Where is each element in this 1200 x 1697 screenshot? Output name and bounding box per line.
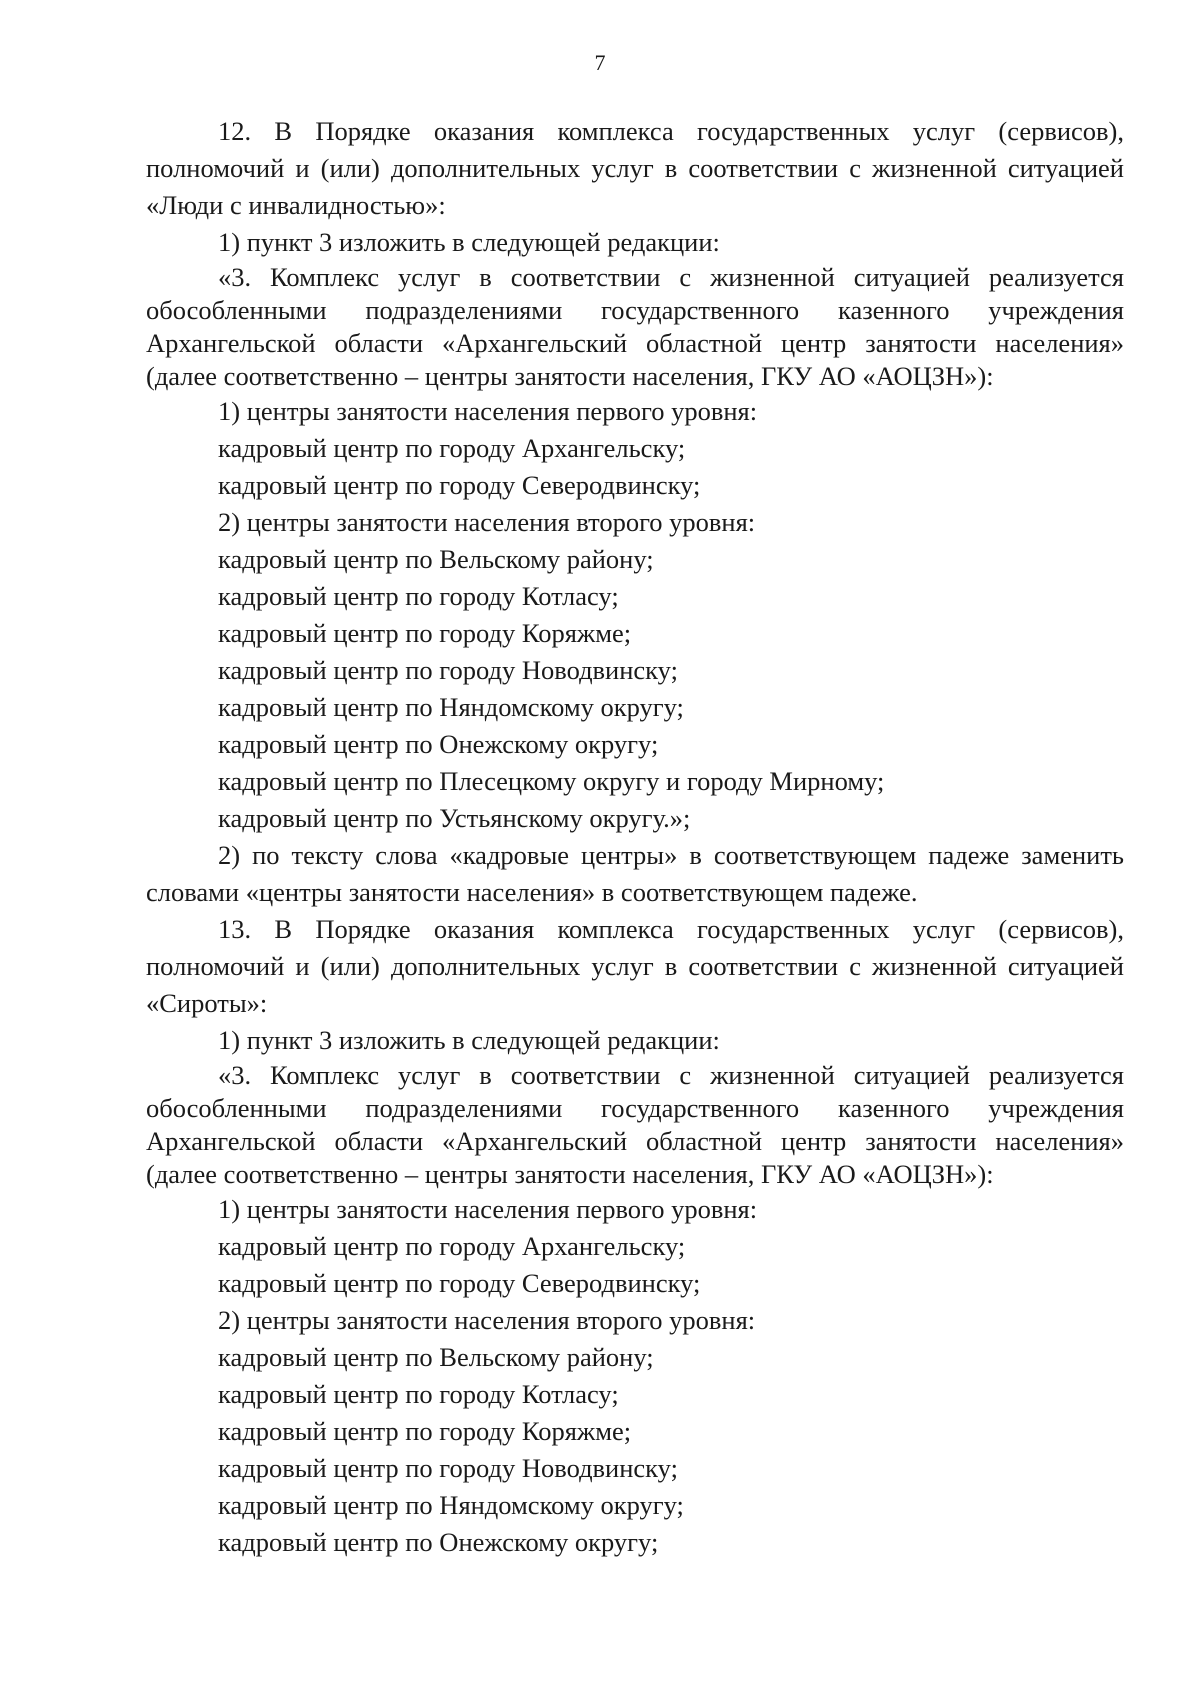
section-12-item-2: 2) по тексту слова «кадровые центры» в соответствующем падеже заменить словами «центры занятости населения» в соответствующем падеже. (146, 840, 1124, 907)
section-12-item-1: 1) пункт 3 изложить в следующей редакции: (218, 227, 720, 257)
section-13-item-1: 1) пункт 3 изложить в следующей редакции: (218, 1025, 720, 1055)
list-item: кадровый центр по Устьянскому округу.»; (218, 803, 691, 833)
list-item: кадровый центр по Онежскому округу; (218, 729, 659, 759)
list-item: кадровый центр по городу Котласу; (218, 581, 619, 611)
list-item: кадровый центр по городу Котласу; (218, 1379, 619, 1409)
page-number: 7 (594, 50, 606, 75)
list-item: кадровый центр по Онежскому округу; (218, 1527, 659, 1557)
list-item: кадровый центр по городу Северодвинску; (218, 470, 701, 500)
section-13-level2-heading: 2) центры занятости населения второго уровня: (218, 1305, 756, 1335)
list-item: кадровый центр по Няндомскому округу; (218, 692, 684, 722)
list-item: кадровый центр по Няндомскому округу; (218, 1490, 684, 1520)
section-12-quote-start: «3. Комплекс услуг в соответствии с жизненной ситуацией реализуется обособленными подразделениями государственного казенного учреждения Архангельской области «Архангельский областной центр занятости населения» (далее соответственно – центры занятости населения, ГКУ АО «АОЦЗН»): (146, 262, 1124, 391)
list-item: кадровый центр по городу Архангельску; (218, 1231, 686, 1261)
list-item: кадровый центр по Вельскому району; (218, 544, 654, 574)
list-item: кадровый центр по городу Коряжме; (218, 618, 632, 648)
section-13-intro: 13. В Порядке оказания комплекса государственных услуг (сервисов), полномочий и (или) дополнительных услуг в соответствии с жизненной ситуацией «Сироты»: (146, 914, 1124, 1018)
document-body (146, 113, 1124, 1561)
list-item: кадровый центр по городу Коряжме; (218, 1416, 632, 1446)
section-13-level1-heading: 1) центры занятости населения первого уровня: (218, 1194, 758, 1224)
section-13-quote-start: «3. Комплекс услуг в соответствии с жизненной ситуацией реализуется обособленными подразделениями государственного казенного учреждения Архангельской области «Архангельский областной центр занятости населения» (далее соответственно – центры занятости населения, ГКУ АО «АОЦЗН»): (146, 1060, 1124, 1189)
section-12-level2-heading: 2) центры занятости населения второго уровня: (218, 507, 756, 537)
section-12-intro: 12. В Порядке оказания комплекса государственных услуг (сервисов), полномочий и (или) дополнительных услуг в соответствии с жизненной ситуацией «Люди с инвалидностью»: (146, 116, 1124, 220)
list-item: кадровый центр по городу Северодвинску; (218, 1268, 701, 1298)
list-item: кадровый центр по Вельскому району; (218, 1342, 654, 1372)
list-item: кадровый центр по городу Новодвинску; (218, 655, 678, 685)
list-item: кадровый центр по Плесецкому округу и городу Мирному; (218, 766, 885, 796)
list-item: кадровый центр по городу Архангельску; (218, 433, 686, 463)
section-12 (146, 113, 1124, 911)
list-item: кадровый центр по городу Новодвинску; (218, 1453, 678, 1483)
section-13 (146, 911, 1124, 1561)
section-12-level1-heading: 1) центры занятости населения первого уровня: (218, 396, 758, 426)
